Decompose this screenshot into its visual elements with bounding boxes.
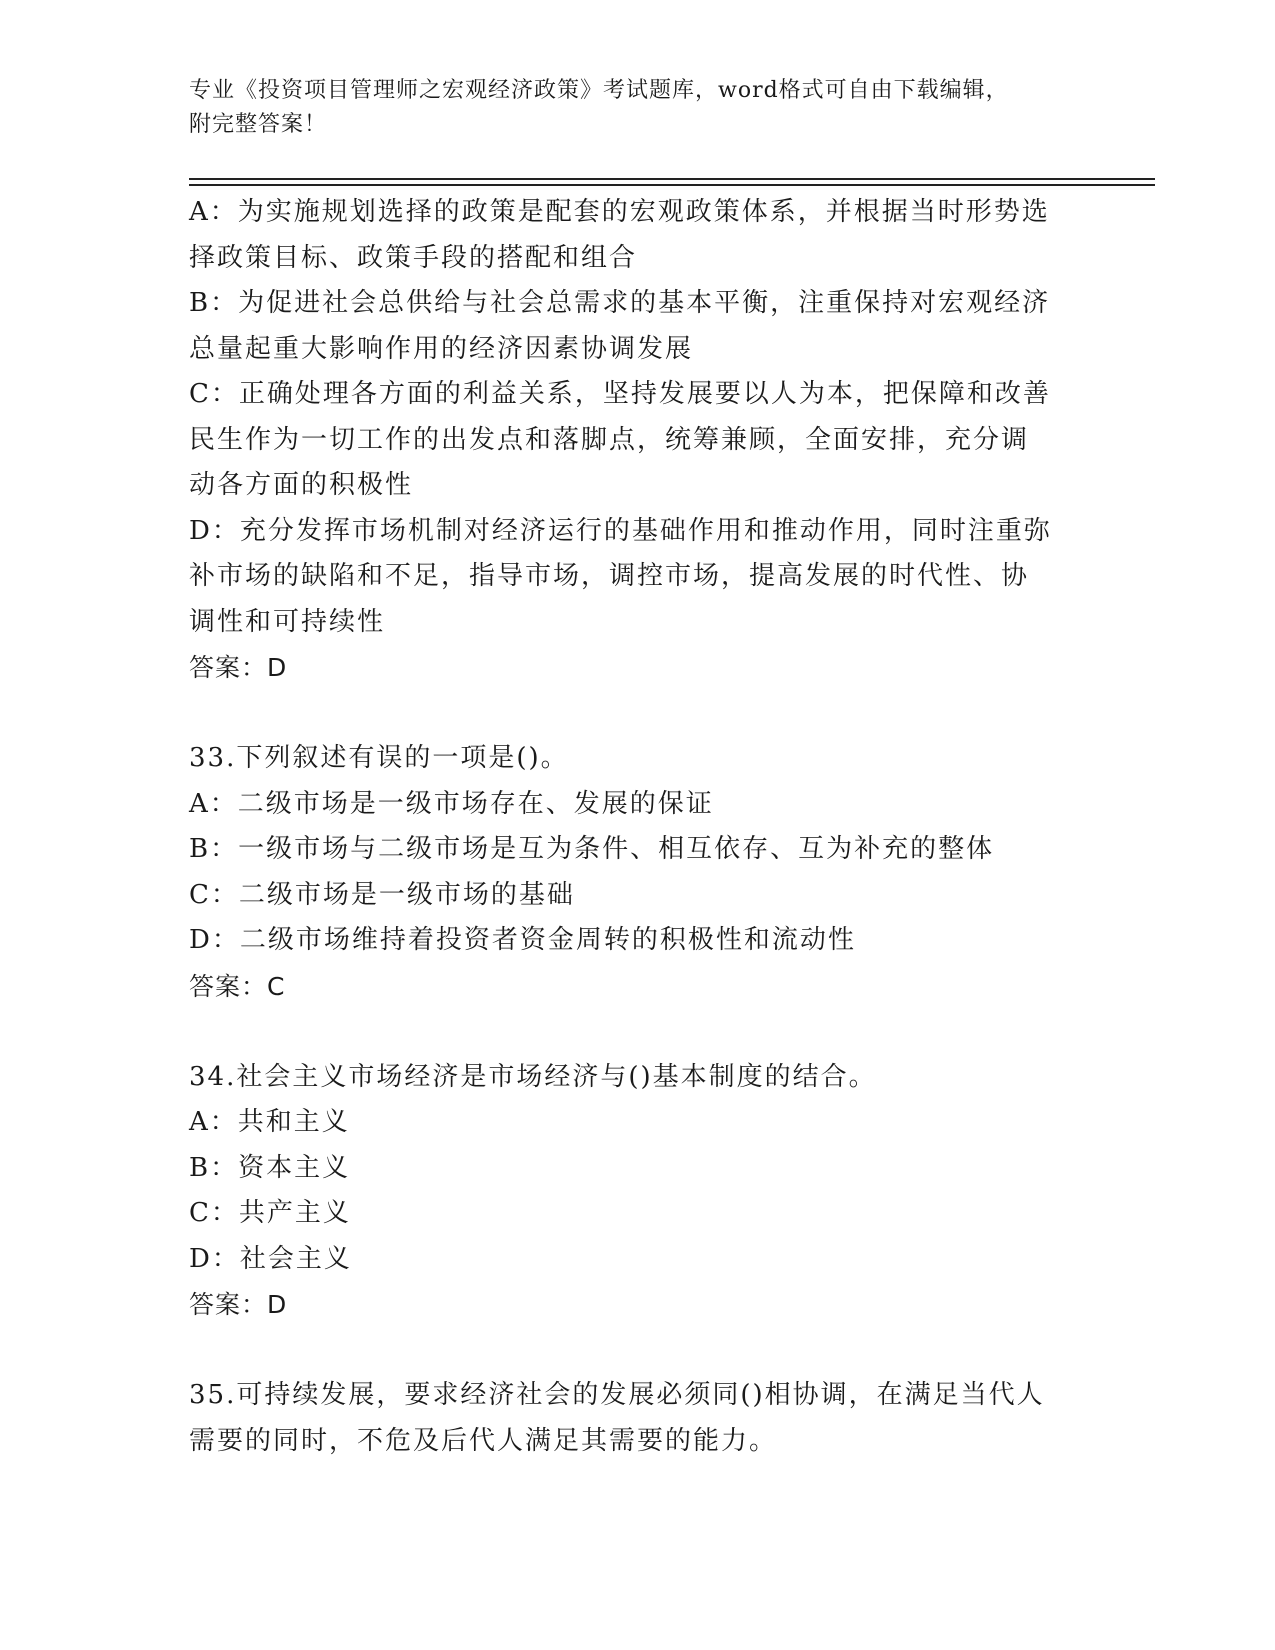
q32-option-d-line-1: D：充分发挥市场机制对经济运行的基础作用和推动作用，同时注重弥	[189, 515, 1052, 546]
q34-option-c: C：共产主义	[189, 1198, 351, 1228]
q33-option-c: C：二级市场是一级市场的基础	[189, 879, 575, 910]
spacer	[189, 1328, 1089, 1374]
q33-option-d: D：二级市场维持着投资者资金周转的积极性和流动性	[189, 925, 856, 955]
header-title-line-2: 附完整答案！	[189, 112, 328, 137]
q33-block	[189, 736, 1089, 1009]
q35-block	[189, 1373, 1089, 1464]
q32-option-c-line-1: C：正确处理各方面的利益关系，坚持发展要以人为本，把保障和改善	[189, 379, 1051, 409]
q34-block	[189, 1055, 1089, 1328]
q34-option-b: B：资本主义	[189, 1152, 351, 1183]
q34-option-d: D：社会主义	[189, 1243, 352, 1274]
q33-option-b: B：一级市场与二级市场是互为条件、相互依存、互为补充的整体	[189, 834, 995, 864]
q33-option-a: A：二级市场是一级市场存在、发展的保证	[189, 788, 714, 819]
q35-question-line-1: 35.可持续发展，要求经济社会的发展必须同()相协调，在满足当代人	[189, 1380, 1045, 1410]
q34-answer: 答案：D	[189, 1290, 288, 1319]
header-rule-bottom	[189, 184, 1155, 186]
spacer	[189, 1009, 1089, 1055]
q32-option-a-line-2: 择政策目标、政策手段的搭配和组合	[189, 242, 638, 273]
q33-answer: 答案：C	[189, 971, 286, 1001]
q32-option-d-line-3: 调性和可持续性	[189, 606, 386, 637]
q32-option-c-line-2: 民生作为一切工作的出发点和落脚点，统筹兼顾，全面安排，充分调	[189, 424, 1030, 455]
q35-question-line-2: 需要的同时，不危及后代人满足其需要的能力。	[189, 1425, 778, 1456]
q32-option-b-line-1: B：为促进社会总供给与社会总需求的基本平衡，注重保持对宏观经济	[189, 288, 1051, 318]
q32-answer: 答案：D	[189, 653, 288, 682]
spacer	[189, 691, 1089, 737]
question-content	[189, 190, 1089, 1464]
q34-question: 34.社会主义市场经济是市场经济与()基本制度的结合。	[189, 1061, 877, 1092]
q33-question: 33.下列叙述有误的一项是()。	[189, 743, 569, 773]
document-header	[189, 74, 1089, 142]
q32-option-d-line-2: 补市场的缺陷和不足，指导市场，调控市场，提高发展的时代性、协	[189, 561, 1030, 591]
q32-option-c-line-3: 动各方面的积极性	[189, 470, 414, 500]
header-rule-top	[189, 178, 1155, 180]
q32-option-b-line-2: 总量起重大影响作用的经济因素协调发展	[189, 333, 694, 364]
header-title-line-1: 专业《投资项目管理师之宏观经济政策》考试题库，word格式可自由下载编辑，	[189, 78, 1009, 103]
q34-option-a: A：共和主义	[189, 1107, 350, 1137]
q32-options	[189, 190, 1089, 691]
q32-option-a-line-1: A：为实施规划选择的政策是配套的宏观政策体系，并根据当时形势选	[189, 197, 1050, 227]
